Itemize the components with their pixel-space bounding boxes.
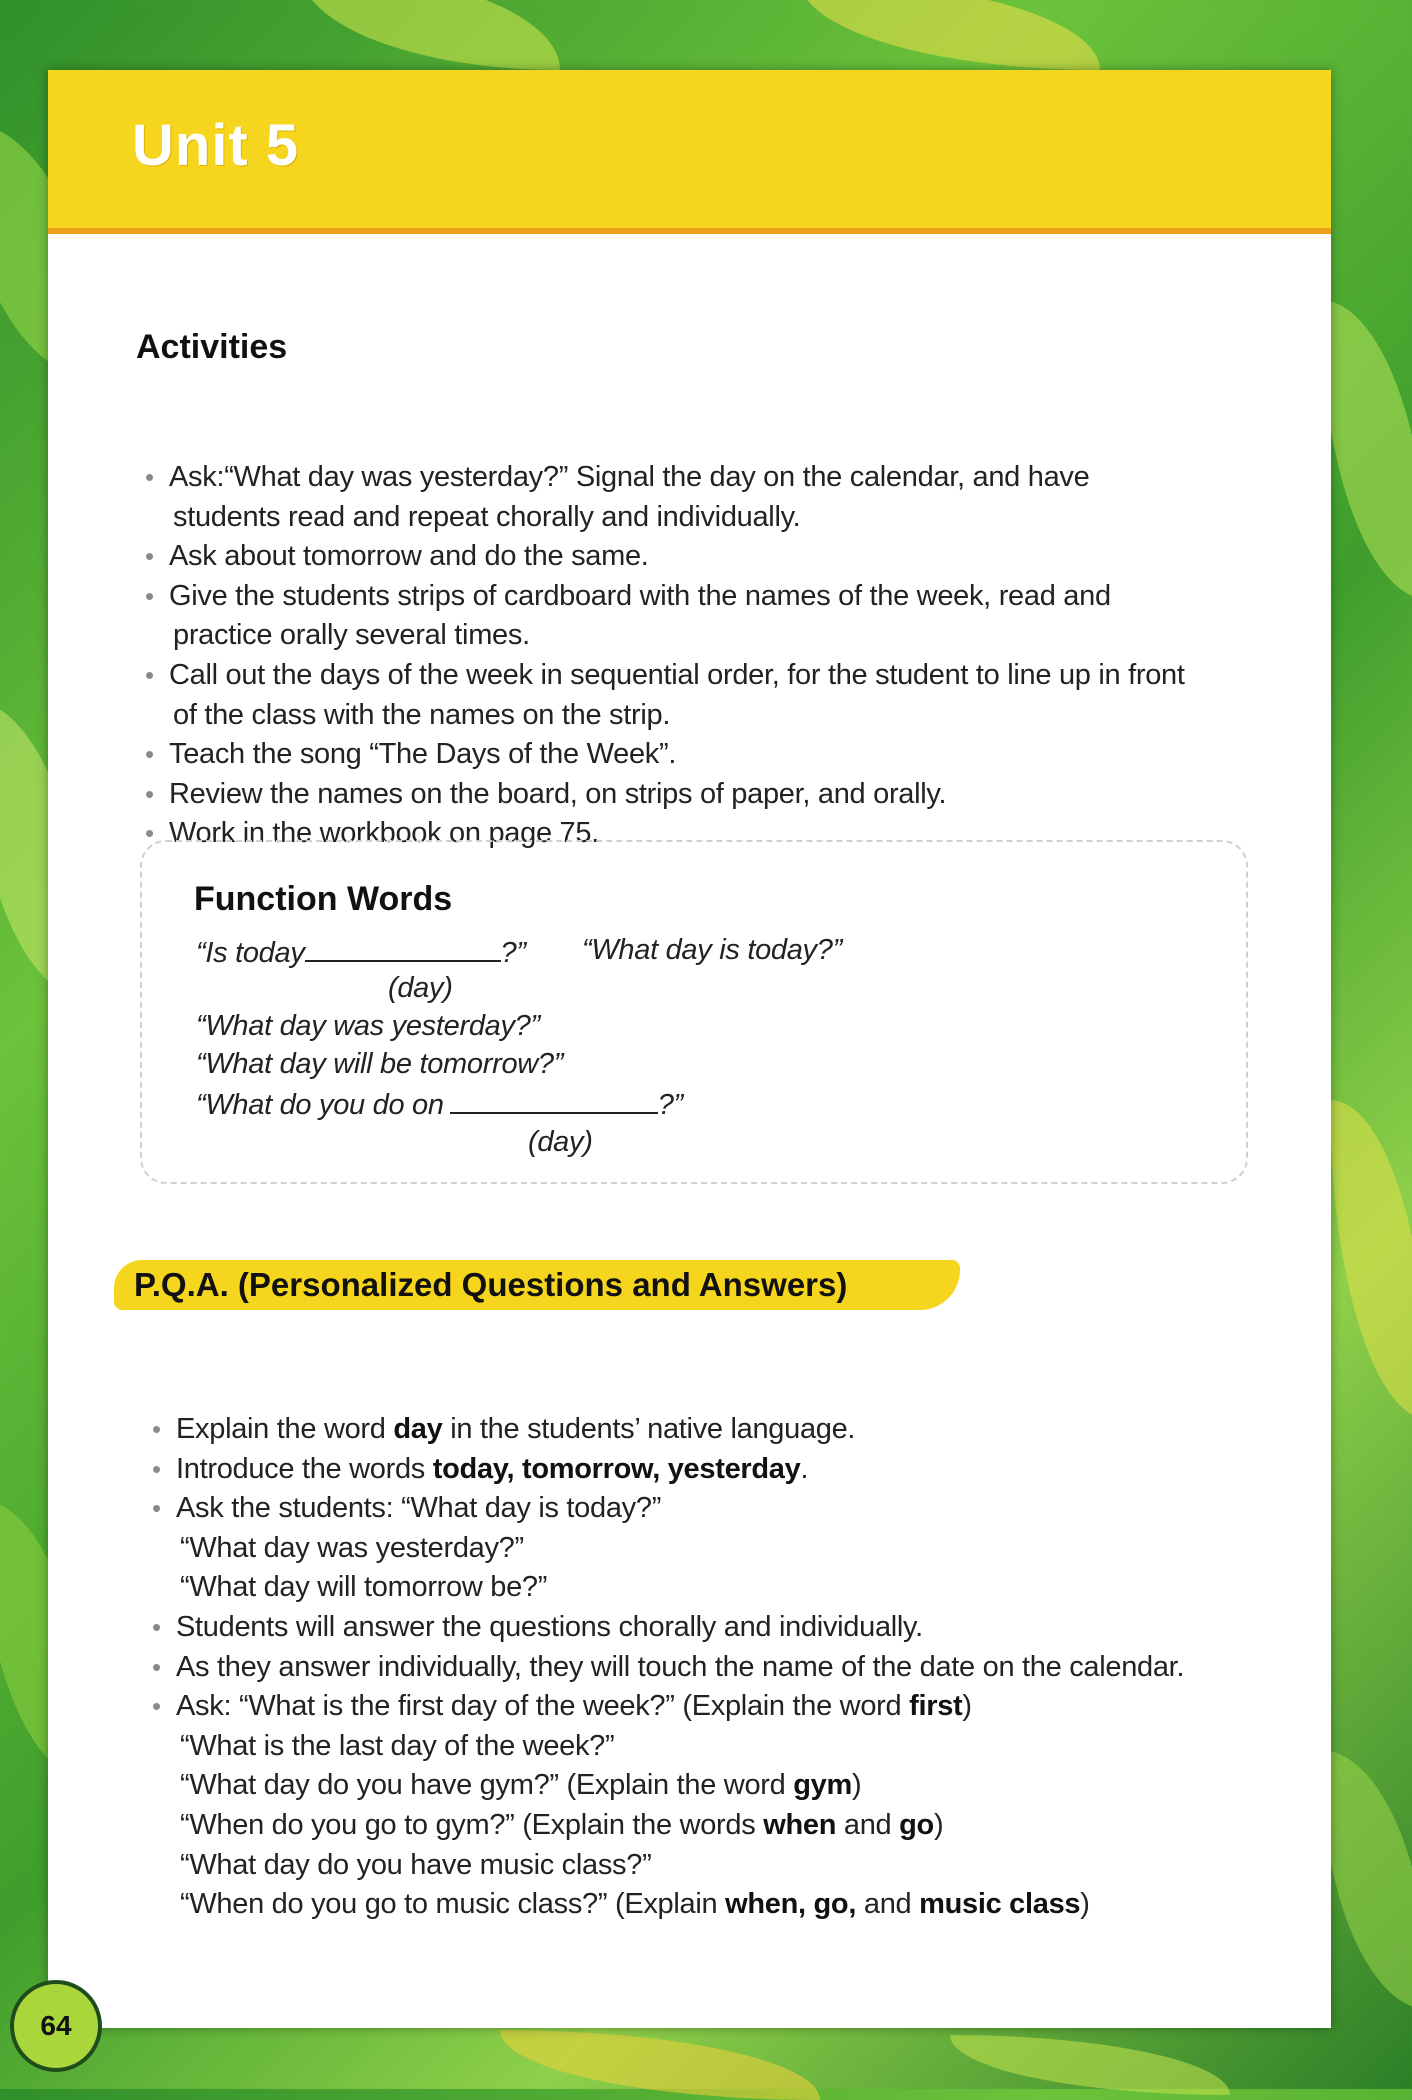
list-item: • Review the names on the board, on strips of paper, and orally. [143,775,1303,815]
leaf-decoration [950,2035,1230,2095]
leaf-decoration [1320,300,1412,600]
leaf-decoration [800,0,1100,70]
unit-header-band [48,70,1331,234]
day-label: (day) [528,1126,593,1158]
function-words-box [140,840,1248,1184]
pqa-heading: P.Q.A. (Personalized Questions and Answers) [134,1266,848,1303]
leaf-decoration [300,0,560,70]
list-item: • Ask: “What is the first day of the week?” (Explain the word first) “What is the last day of the week?” “What day do you have gym?” (Explain the word gym) “When do you go to gym?” (Explain the words when and go) “What day do you have music class?” “When do you go to music class?” (Explain when, go, and music class) [150,1687,1320,1925]
list-item: • Explain the word day in the students’ native language. [150,1410,1320,1450]
list-item: • Students will answer the questions chorally and individually. [150,1608,1320,1648]
list-item: • Ask the students: “What day is today?” “What day was yesterday?” “What day will tomorrow be?” [150,1489,1320,1608]
activities-list [143,458,1303,854]
leaf-decoration [1330,1100,1412,1420]
list-item: • Work in the workbook on page 75. [143,814,1303,854]
function-words-line: “Is today ?” [196,934,526,970]
function-words-line: “What day was yesterday?” [196,1010,540,1042]
list-item: • Ask:“What day was yesterday?” Signal the day on the calendar, and have students read and repeat chorally and individually. [143,458,1303,537]
list-item: • Call out the days of the week in sequential order, for the student to line up in front of the class with the names on the strip. [143,656,1303,735]
day-label: (day) [388,972,453,1004]
function-words-heading: Function Words [194,880,453,918]
list-item: • Introduce the words today, tomorrow, yesterday. [150,1450,1320,1490]
function-words-line: “What do you do on ?” [196,1086,683,1122]
leaf-decoration [500,2030,820,2100]
fill-in-blank [305,934,501,962]
page-number: 64 [40,2010,72,2041]
leaf-decoration [1320,1750,1412,2010]
list-item: • Ask about tomorrow and do the same. [143,537,1303,577]
unit-title: Unit 5 [132,113,300,178]
page-sheet [48,70,1331,2028]
activities-heading: Activities [136,328,288,366]
fill-in-blank [450,1086,658,1114]
function-words-line: “What day is today?” [582,934,842,966]
list-item: • Teach the song “The Days of the Week”. [143,735,1303,775]
list-item: • As they answer individually, they will touch the name of the date on the calendar. [150,1648,1320,1688]
list-item: • Give the students strips of cardboard with the names of the week, read and practice orally several times. [143,577,1303,656]
function-words-line: “What day will be tomorrow?” [196,1048,564,1080]
page-number-badge [10,1980,102,2072]
pqa-list [150,1410,1320,1925]
